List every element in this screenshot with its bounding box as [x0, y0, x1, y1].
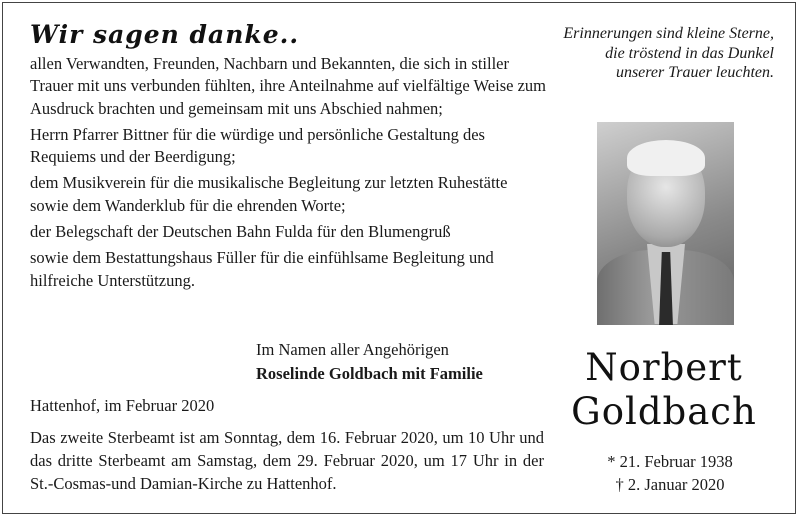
- deceased-last-name: Goldbach: [571, 390, 757, 433]
- signature-line: Im Namen aller Angehörigen: [256, 340, 449, 359]
- signature-block: [256, 338, 483, 386]
- service-note: Das zweite Sterbeamt ist am Sonntag, dem 16. Februar 2020, um 10 Uhr und das dritte Sterbeamt am Samstag, dem 29. Februar 2020, um 17 Uhr in der St.-Cosmas-und Damian-Kirche zu Hattenhof.: [30, 428, 544, 493]
- life-dates: [560, 450, 780, 496]
- portrait-photo: [597, 122, 734, 325]
- place-date: Hattenhof, im Februar 2020: [30, 396, 215, 415]
- thanks-paragraph: dem Musikverein für die musikalische Begleitung zur letzten Ruhestätte sowie dem Wanderklub für die ehrenden Worte;: [30, 173, 508, 215]
- thanks-heading: Wir sagen danke..: [30, 20, 300, 49]
- birth-date: * 21. Februar 1938: [607, 452, 733, 471]
- thanks-section: [30, 20, 550, 296]
- thanks-paragraph: Herrn Pfarrer Bittner für die würdige und persönliche Gestaltung des Requiems und der Beerdigung;: [30, 124, 485, 167]
- memorial-quote: [548, 24, 774, 83]
- quote-line: Erinnerungen sind kleine Sterne,: [563, 25, 774, 42]
- signature-name: Roselinde Goldbach mit Familie: [256, 364, 483, 383]
- quote-line: die tröstend in das Dunkel: [605, 44, 774, 62]
- death-date: † 2. Januar 2020: [615, 475, 725, 494]
- quote-line: unserer Trauer leuchten.: [615, 64, 774, 81]
- deceased-first-name: Norbert: [585, 346, 743, 389]
- deceased-name: [556, 346, 772, 434]
- thanks-paragraph: der Belegschaft der Deutschen Bahn Fulda für den Blumengruß: [30, 222, 451, 242]
- thanks-paragraph: sowie dem Bestattungshaus Füller für die einfühlsame Begleitung und hilfreiche Unterstützung.: [30, 248, 494, 290]
- thanks-paragraph: allen Verwandten, Freunden, Nachbarn und Bekannten, die sich in stiller Trauer mit uns verbunden fühlten, ihre Anteilnahme auf vielfältige Weise zum Ausdruck brachten und gemeinsam mit uns Abschied nahmen;: [30, 54, 546, 118]
- portrait-hair: [627, 140, 705, 176]
